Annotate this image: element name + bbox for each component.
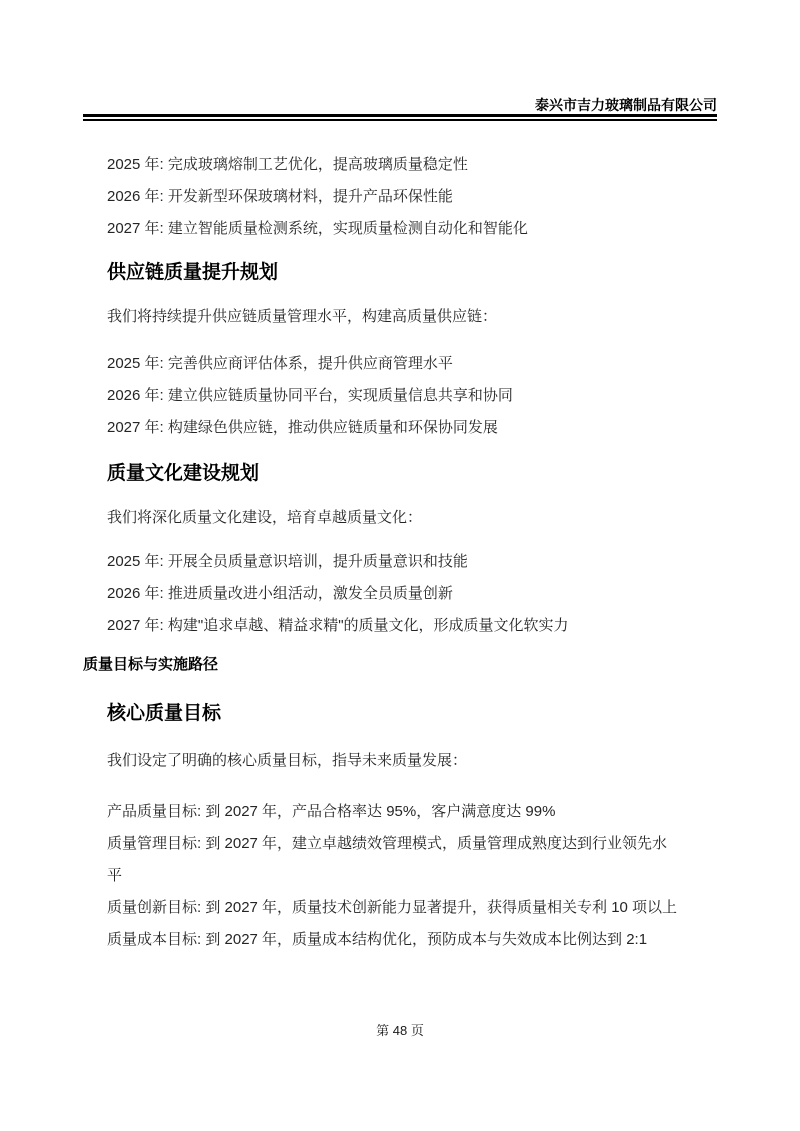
roadmap-line: 2027 年: 建立智能质量检测系统，实现质量检测自动化和智能化 <box>107 220 528 237</box>
culture-list <box>107 546 569 642</box>
goal-line: 质量管理目标: 到 2027 年，建立卓越绩效管理模式，质量管理成熟度达到行业领先水平 <box>107 835 668 884</box>
header-company-name: 泰兴市吉力玻璃制品有限公司 <box>535 97 717 113</box>
paragraph: 我们将深化质量文化建设，培育卓越质量文化： <box>107 509 423 526</box>
supply-chain-list <box>107 348 513 444</box>
culture-intro <box>107 502 422 534</box>
roadmap-line: 2025 年: 完善供应商评估体系，提升供应商管理水平 <box>107 355 453 372</box>
roadmap-line: 2026 年: 建立供应链质量协同平台，实现质量信息共享和协同 <box>107 387 513 404</box>
heading-core-goals: 核心质量目标 <box>107 703 222 724</box>
tech-roadmap-list <box>107 149 528 245</box>
heading-quality-culture: 质量文化建设规划 <box>107 463 260 484</box>
heading-supply-chain: 供应链质量提升规划 <box>107 262 279 283</box>
header-rule-thin <box>83 119 717 121</box>
roadmap-line: 2027 年: 构建"追求卓越、精益求精"的质量文化，形成质量文化软实力 <box>107 617 569 634</box>
goal-line: 质量创新目标: 到 2027 年，质量技术创新能力显著提升，获得质量相关专利 10 项以上 <box>107 899 678 916</box>
goal-line: 质量成本目标: 到 2027 年，质量成本结构优化，预防成本与失效成本比例达到 2:1 <box>107 931 648 948</box>
paragraph: 我们设定了明确的核心质量目标，指导未来质量发展： <box>107 752 468 769</box>
roadmap-line: 2025 年: 开展全员质量意识培训，提升质量意识和技能 <box>107 553 468 570</box>
goals-intro <box>107 745 467 777</box>
goals-list <box>107 796 719 956</box>
supply-chain-intro <box>107 301 497 333</box>
roadmap-line: 2025 年: 完成玻璃熔制工艺优化，提高玻璃质量稳定性 <box>107 156 468 173</box>
heading-goals-chapter: 质量目标与实施路径 <box>83 656 219 673</box>
header-rule-thick <box>83 114 717 117</box>
roadmap-line: 2027 年: 构建绿色供应链，推动供应链质量和环保协同发展 <box>107 419 498 436</box>
paragraph: 我们将持续提升供应链质量管理水平，构建高质量供应链： <box>107 308 498 325</box>
roadmap-line: 2026 年: 开发新型环保玻璃材料，提升产品环保性能 <box>107 188 453 205</box>
roadmap-line: 2026 年: 推进质量改进小组活动，激发全员质量创新 <box>107 585 453 602</box>
footer-page-number: 第 48 页 <box>376 1023 424 1038</box>
goal-line: 产品质量目标: 到 2027 年，产品合格率达 95%，客户满意度达 99% <box>107 803 556 820</box>
